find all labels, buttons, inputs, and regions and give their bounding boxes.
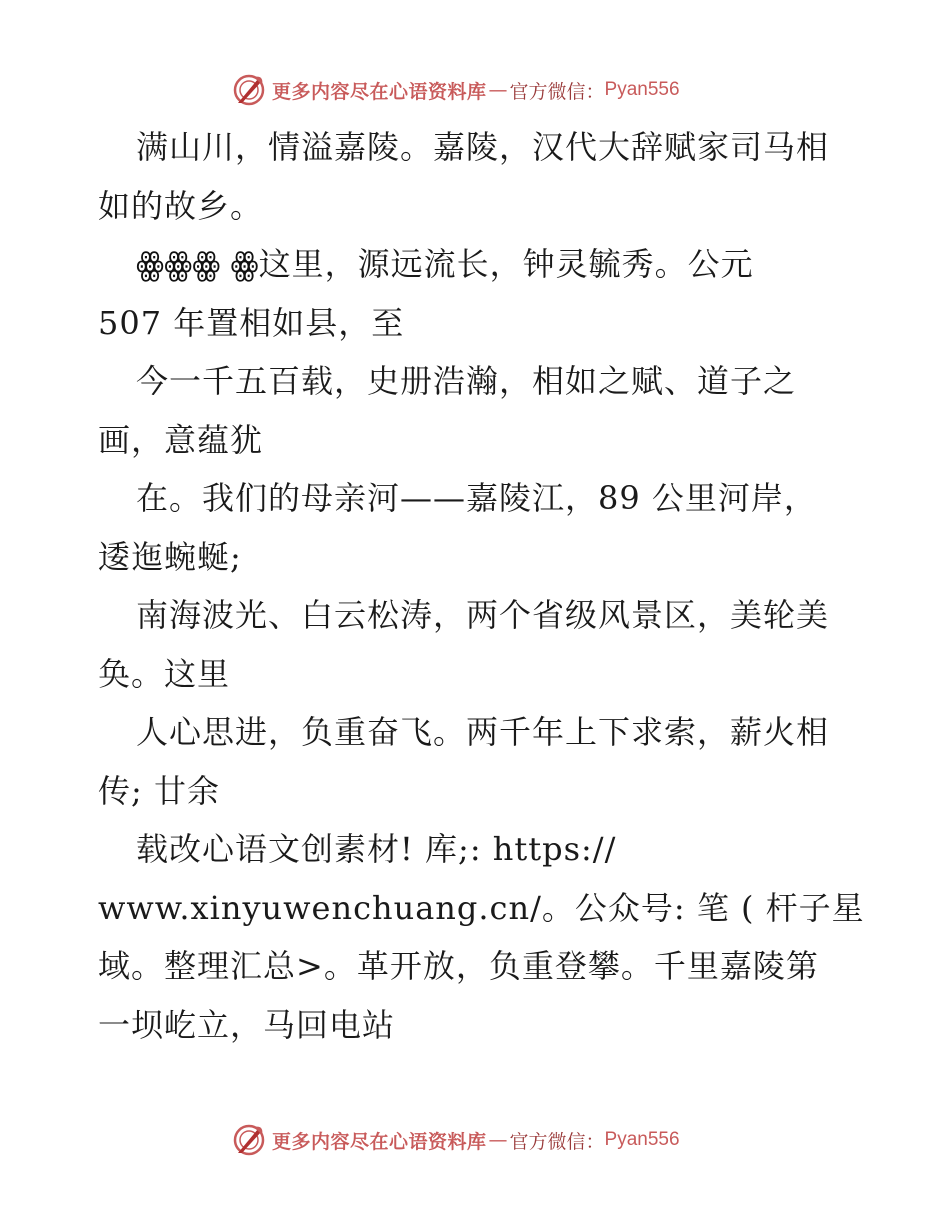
body-line-10: 奂。这里 — [98, 654, 231, 693]
header-wechat-id: Pyan556 — [604, 79, 680, 100]
header-wechat-label: 官方微信： — [509, 80, 605, 103]
body-line-1: 满山川，情溢嘉陵。嘉陵，汉代大辞赋家司马相 — [136, 128, 830, 166]
body-line-15: 域。整理汇总>。革开放，负重登攀。千里嘉陵第 — [98, 947, 819, 985]
body-text — [98, 118, 865, 1054]
footer-site-text: 更多内容尽在心语资料库 — [272, 1130, 487, 1153]
body-line-5: 今一千五百载，史册浩瀚，相如之赋、道子之 — [136, 362, 797, 400]
body-line-2: 如的故乡。 — [98, 186, 264, 225]
footer-wechat-id: Pyan556 — [604, 1129, 680, 1150]
quill-logo-icon — [232, 1123, 266, 1157]
body-line-16: 一坝屹立，马回电站 — [98, 1005, 396, 1044]
body-line-13: 载改心语文创素材! 库;: https:// — [136, 830, 617, 868]
body-line-8: 逶迤蜿蜒; — [98, 537, 242, 576]
body-line-9: 南海波光、白云松涛，两个省级风景区，美轮美 — [136, 596, 830, 634]
header-banner — [232, 70, 712, 110]
body-line-11: 人心思进，负重奋飞。两千年上下求索，薪火相 — [136, 713, 830, 751]
header-site-text: 更多内容尽在心语资料库 — [272, 80, 487, 103]
body-line-14: www.xinyuwenchuang.cn/。公众号: 笔 ( 杆子星 — [98, 888, 865, 927]
body-line-6: 画，意蕴犹 — [98, 420, 264, 459]
body-line-12: 传; 廿余 — [98, 771, 220, 810]
footer-wechat-label: 官方微信： — [509, 1130, 605, 1153]
ornament-glyphs: ꙮꙮꙮ ꙮ — [136, 245, 259, 283]
quill-logo-icon — [232, 73, 266, 107]
body-line-7: 在。我们的母亲河——嘉陵江，89 公里河岸， — [136, 479, 817, 517]
footer-dash: — — [488, 1129, 508, 1151]
body-line-4: 507 年置相如县，至 — [98, 303, 405, 342]
body-line-3: ꙮꙮꙮ ꙮ这里，源远流长，钟灵毓秀。公元 — [136, 245, 754, 283]
footer-banner — [232, 1120, 712, 1160]
header-dash: — — [488, 79, 508, 101]
